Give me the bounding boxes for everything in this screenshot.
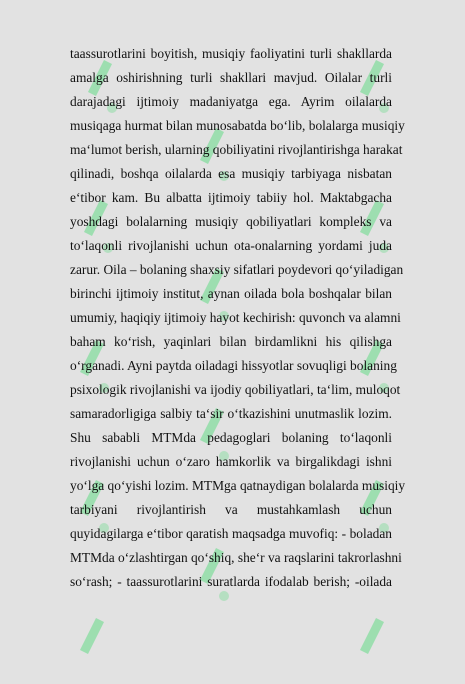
text-line: taassurotlarini boyitish, musiqiy faoliyatini turli shakllarda [70, 46, 392, 61]
text-line: birinchi ijtimoiy institut, aynan oilada bola boshqalar bilan [70, 286, 392, 301]
text-line: quyidagilarga e‘tibor qaratish maqsadga muvofiq: - boladan [70, 526, 392, 541]
text-line: Shu sababli MTMda pedagoglari bolaning to‘laqonli [70, 430, 392, 445]
text-line: ma‘lumot berish, ularning qobiliyatini rivojlantirishga harakat [70, 142, 403, 157]
text-line: e‘tibor kam. Bu albatta ijtimoiy tabiiy hol. Maktabgacha [70, 190, 392, 205]
text-line: psixologik rivojlanishi va ijodiy qobiliyatlari, ta‘lim, muloqot [70, 382, 401, 397]
text-line: amalga oshirishning turli shakllari mavjud. Oilalar turli [70, 70, 392, 85]
text-line: tarbiyani rivojlantirish va mustahkamlash uchun [70, 502, 392, 517]
text-line: to‘laqonli rivojlanishi uchun ota-onalarning yordami juda [70, 238, 392, 253]
text-line: yo‘lga qo‘yishi lozim. MTMga qatnaydigan bolalarda musiqiy [70, 478, 406, 493]
text-line: baham ko‘rish, yaqinlari bilan birdamlikni his qilishga [70, 334, 392, 349]
text-line: zarur. Oila – bolaning shaxsiy sifatlari poydevori qo‘yiladigan [70, 262, 404, 277]
text-line: yoshdagi bolalarning musiqiy qobiliyatlari kompleks va [70, 214, 392, 229]
text-line: samaradorligiga salbiy ta‘sir o‘tkazishini unutmaslik lozim. [70, 406, 392, 421]
body-text [70, 42, 406, 594]
text-line: rivojlanishi uchun o‘zaro hamkorlik va birgalikdagi ishni [70, 454, 392, 469]
text-line: so‘rash; - taassurotlarini suratlarda ifodalab berish; -oilada [70, 574, 392, 589]
text-line: o‘rganadi. Ayni paytda oiladagi hissyotlar sovuqligi bolaning [70, 358, 397, 373]
text-line: musiqaga hurmat bilan munosabatda bo‘lib, bolalarga musiqiy [70, 118, 405, 133]
text-line: darajadagi ijtimoiy madaniyatga ega. Ayrim oilalarda [70, 94, 392, 109]
text-line: umumiy, haqiqiy ijtimoiy hayot kechirish: quvonch va alamni [70, 310, 401, 325]
text-line: qilinadi, boshqa oilalarda esa musiqiy tarbiyaga nisbatan [70, 166, 392, 181]
text-line: MTMda o‘zlashtirgan qo‘shiq, she‘r va raqslarini takrorlashni [70, 550, 402, 565]
